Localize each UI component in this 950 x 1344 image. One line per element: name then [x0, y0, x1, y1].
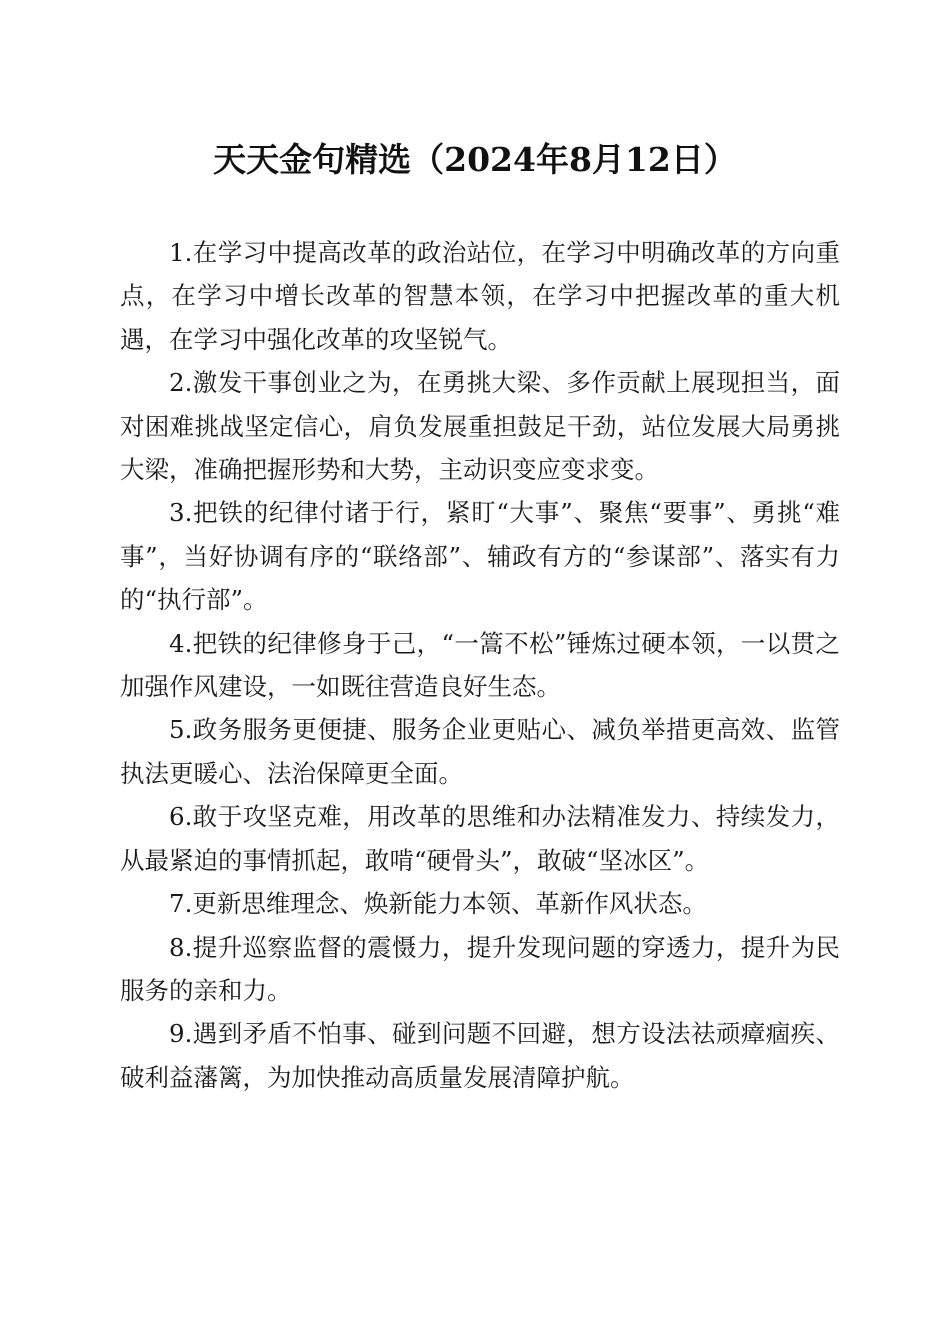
paragraph-number: 1. — [169, 238, 193, 267]
paragraph-text: 遇到矛盾不怕事、碰到问题不回避，想方设法祛顽瘴痼疾、破利益藩篱，为加快推动高质量发展清障护航。 — [120, 1019, 840, 1092]
paragraph-number: 4. — [169, 628, 193, 658]
paragraph-text: 激发干事创业之为，在勇挑大梁、多作贡献上展现担当，面对困难挑战坚定信心，肩负发展重担鼓足干劲，站位发展大局勇挑大梁，准确把握形势和大势，主动识变应变求变。 — [120, 368, 840, 485]
paragraph-text: 把铁的纪律付诸于行，紧盯“大事”、聚焦“要事”、勇挑“难事”，当好协调有序的“联络部”、辅政有方的“参谋部”、落实有力的“执行部”。 — [120, 498, 840, 615]
paragraph-number: 3. — [169, 498, 193, 528]
paragraph-text: 敢于攻坚克难，用改革的思维和办法精准发力、持续发力，从最紧迫的事情抓起，敢啃“硬骨头”，敢破“坚冰区”。 — [120, 802, 840, 875]
paragraph-5 — [120, 708, 840, 795]
paragraph-number: 6. — [169, 802, 193, 832]
paragraph-1 — [120, 231, 840, 361]
paragraph-9 — [120, 1012, 840, 1099]
paragraph-number: 2. — [169, 368, 193, 398]
paragraph-number: 7. — [169, 889, 193, 919]
paragraph-2 — [120, 361, 840, 491]
paragraph-4 — [120, 622, 840, 709]
paragraph-8 — [120, 926, 840, 1013]
page-title: 天天金句精选（2024年8月12日） — [213, 140, 737, 179]
paragraph-text: 提升巡察监督的震慑力，提升发现问题的穿透力，提升为民服务的亲和力。 — [120, 932, 840, 1005]
document-body — [120, 231, 840, 1099]
paragraph-text: 更新思维理念、焕新能力本领、革新作风状态。 — [192, 889, 707, 919]
paragraph-text: 政务服务更便捷、服务企业更贴心、减负举措更高效、监管执法更暖心、法治保障更全面。 — [120, 715, 840, 788]
paragraph-number: 8. — [169, 932, 193, 962]
paragraph-number: 9. — [169, 1019, 193, 1049]
paragraph-3 — [120, 491, 840, 621]
paragraph-number: 5. — [169, 715, 193, 745]
paragraph-6 — [120, 795, 840, 882]
paragraph-7 — [120, 882, 840, 925]
paragraph-text: 在学习中提高改革的政治站位，在学习中明确改革的方向重点，在学习中增长改革的智慧本领，在学习中把握改革的重大机遇，在学习中强化改革的攻坚锐气。 — [120, 238, 840, 354]
paragraph-text: 把铁的纪律修身于己，“一篙不松”锤炼过硬本领，一以贯之加强作风建设，一如既往营造良好生态。 — [120, 628, 840, 702]
